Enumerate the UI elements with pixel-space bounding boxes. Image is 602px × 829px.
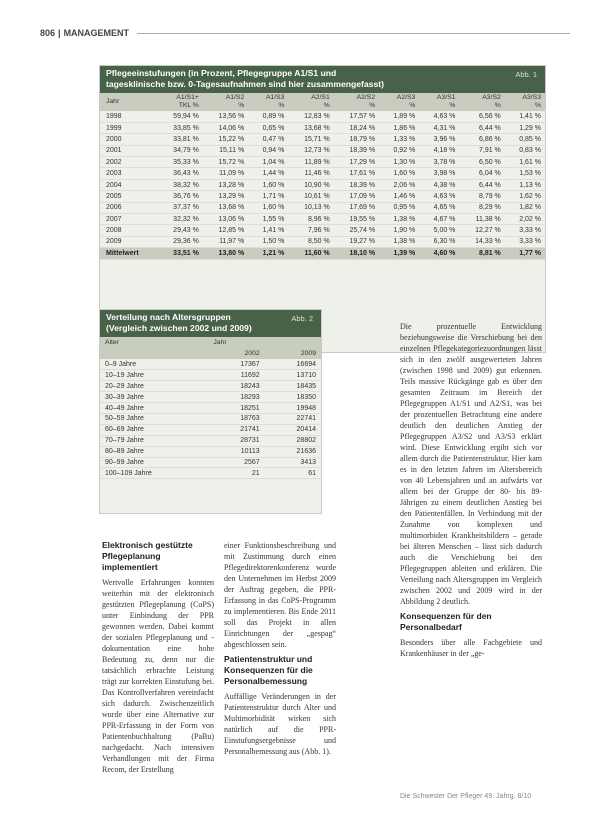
table-cell: 2000 — [100, 134, 157, 145]
table-row — [100, 157, 545, 168]
paragraph: Die prozentuelle Entwicklung beziehungsweise die Verschiebung bei den einzelnen Pflegekategoriezuordnungen lässt sich in den zwölf ausgewerteten Jahren (zwischen 1998 und 2009) gut erkennen. Teils massive Rückgänge gab es über den gesamten Zeitraum im Bereich der Pflegegruppen A1/S1 und A2/S1, was bei der prozentuellen Betrachtung eine andere deutlich den deutlichen Anstieg der Pflegegruppen A3/S2 und A3/S3 erklärt wird. Diese Entwicklung ergibt sich vor allem durch die Patientenstruktur. Hier kam es in den letzten Jahren im Altersbereich von 40 Lebensjahren und an aufwärts vor allem bei der Gruppe der 80- bis 89-Jährigen zu einem deutlichen Anstieg bei den Patientenfällen. In Verbindung mit der Zunahme von komplexen und multimorbiden Krankheitsbildern – gerade bei älteren Menschen – lässt sich dadurch auch die Verschiebung bei den Pflegegruppen ableiten und erklären. Die Verteilung nach Altersgruppen im Vergleich zwischen 2002 und 2009 wird in der Abbildung 2 deutlich. — [400, 322, 542, 606]
table-cell: 8,96 % — [288, 214, 333, 225]
table-cell: 19948 — [265, 403, 321, 414]
table1-figure-label: Abb. 1 — [515, 70, 537, 79]
table-cell: 1,50 % — [248, 236, 288, 247]
table-cell: 21636 — [265, 446, 321, 457]
table-cell: 33,85 % — [157, 122, 202, 133]
table-cell: 1,71 % — [248, 191, 288, 202]
table-cell: 14,33 % — [459, 236, 504, 247]
table-row — [100, 168, 545, 179]
mean-cell: 4,60 % — [419, 248, 459, 259]
table-row — [100, 392, 321, 403]
table-cell: 1,82 % — [505, 202, 545, 213]
table-cell: 16694 — [265, 359, 321, 370]
table-cell: 6,56 % — [459, 111, 504, 122]
table-cell: 18243 — [208, 381, 264, 392]
table-cell: 6,44 % — [459, 122, 504, 133]
table-cell: 7,96 % — [288, 225, 333, 236]
table-row — [100, 468, 321, 479]
table-cell: 12,83 % — [288, 111, 333, 122]
table-cell: 1,55 % — [248, 214, 288, 225]
table-cell: 1,33 % — [379, 134, 419, 145]
table-cell: 20414 — [265, 424, 321, 435]
table-cell: 2001 — [100, 145, 157, 156]
table-cell: 0,94 % — [248, 145, 288, 156]
table2-header-jahr: Jahr — [208, 337, 321, 348]
table-cell: 18763 — [208, 413, 264, 424]
table2-grid — [100, 337, 321, 479]
table-cell: 13,29 % — [203, 191, 248, 202]
table-cell: 13,68 % — [288, 122, 333, 133]
table-row — [100, 457, 321, 468]
table-cell: 36,43 % — [157, 168, 202, 179]
table-cell: 18350 — [265, 392, 321, 403]
table-cell: 17,29 % — [334, 157, 379, 168]
table-cell: 70–79 Jahre — [100, 435, 208, 446]
table-cell: 0–9 Jahre — [100, 359, 208, 370]
table-cell: 1998 — [100, 111, 157, 122]
table-row — [100, 370, 321, 381]
table-cell: 17,57 % — [334, 111, 379, 122]
table-cell: 21741 — [208, 424, 264, 435]
table1-column-header: A3/S1 % — [419, 93, 459, 111]
table1-column-header: A1/S2 % — [203, 93, 248, 111]
table-cell: 18,39 % — [334, 145, 379, 156]
table-cell: 61 — [265, 468, 321, 479]
table-cell: 80–89 Jahre — [100, 446, 208, 457]
table-cell: 13710 — [265, 370, 321, 381]
table-row — [100, 424, 321, 435]
table-cell: 13,68 % — [203, 202, 248, 213]
table-cell: 2005 — [100, 191, 157, 202]
table-row — [100, 403, 321, 414]
table-row — [100, 179, 545, 190]
table-cell: 32,32 % — [157, 214, 202, 225]
table1-grid — [100, 93, 545, 260]
table-cell: 18435 — [265, 381, 321, 392]
table-cell: 1,30 % — [379, 157, 419, 168]
table-cell: 1,41 % — [248, 225, 288, 236]
table-cell: 4,67 % — [419, 214, 459, 225]
table-cell: 1,60 % — [379, 168, 419, 179]
table-cell: 22741 — [265, 413, 321, 424]
table-cell: 4,38 % — [419, 179, 459, 190]
table-cell: 4,63 % — [419, 111, 459, 122]
mean-cell: Mittelwert — [100, 248, 157, 259]
table-cell: 0,85 % — [505, 134, 545, 145]
table-cell: 2006 — [100, 202, 157, 213]
table-row — [100, 435, 321, 446]
text-column-2 — [224, 540, 336, 761]
table-cell: 50–59 Jahre — [100, 413, 208, 424]
table-cell: 29,43 % — [157, 225, 202, 236]
table-cell: 15,22 % — [203, 134, 248, 145]
table-cell: 30–39 Jahre — [100, 392, 208, 403]
table-cell: 0,47 % — [248, 134, 288, 145]
table-cell: 13,28 % — [203, 179, 248, 190]
table-cell: 1,53 % — [505, 168, 545, 179]
table-cell: 8,50 % — [288, 236, 333, 247]
table-cell: 3,98 % — [419, 168, 459, 179]
table-cell: 59,94 % — [157, 111, 202, 122]
table-cell: 28731 — [208, 435, 264, 446]
table-cell: 17367 — [208, 359, 264, 370]
table-cell: 18,79 % — [334, 134, 379, 145]
table-cell: 15,72 % — [203, 157, 248, 168]
table-cell: 2008 — [100, 225, 157, 236]
table-cell: 1,86 % — [379, 122, 419, 133]
table-cell: 6,30 % — [419, 236, 459, 247]
header-rule — [137, 33, 570, 34]
table-cell: 13,06 % — [203, 214, 248, 225]
table2-header-year: 2002 — [208, 348, 264, 359]
table-cell: 4,65 % — [419, 202, 459, 213]
table-cell: 0,89 % — [248, 111, 288, 122]
table-row — [100, 446, 321, 457]
table-cell: 15,11 % — [203, 145, 248, 156]
table-cell: 1,60 % — [248, 179, 288, 190]
heading-patientenstruktur: Patientenstruktur und Konsequenzen für die Personalbemessung — [224, 654, 313, 686]
table-cell: 8,79 % — [459, 191, 504, 202]
table-cell: 1,90 % — [379, 225, 419, 236]
table2-figure-label: Abb. 2 — [291, 314, 313, 323]
table-cell: 1,38 % — [379, 214, 419, 225]
table-row — [100, 202, 545, 213]
table-cell: 3,78 % — [419, 157, 459, 168]
table-row — [100, 122, 545, 133]
paragraph: Wertvolle Erfahrungen konnten weiterhin mit der elektronisch gestützten Pflegeplanung (CoPS) unter Einbindung der PPR gewonnen werden. Dabei kommt der sozialen Pflegeplanung und -dokumentation eine hohe Bedeutung zu, denn nur die tatsächlich erbrachte Leistung trägt zur korrekten Einstufung bei. Das Kontrollverfahren vereinfacht sich dadurch. Zwischenzeitlich wurde über eine Alternative zur PPR-Erfassung in der Form von Patientenbuchhaltung (PaBu) nachgedacht. Nach intensiven Verhandlungen mit der Firma Recom, der Erstellung — [102, 578, 214, 774]
table-cell: 33,81 % — [157, 134, 202, 145]
table-cell: 90–99 Jahre — [100, 457, 208, 468]
table-cell: 4,63 % — [419, 191, 459, 202]
table2-title: Verteilung nach Altersgruppen (Vergleich zwischen 2002 und 2009) Abb. 2 — [100, 310, 321, 337]
table-row — [100, 145, 545, 156]
table1-column-header: A1/S1+ TKL % — [157, 93, 202, 111]
table-cell: 1,04 % — [248, 157, 288, 168]
paragraph: Besonders über alle Fachgebiete und Krankenhäuser in der „ge- — [400, 638, 542, 658]
table-cell: 20–29 Jahre — [100, 381, 208, 392]
page-number: 806 — [40, 28, 56, 38]
table-cell: 19,27 % — [334, 236, 379, 247]
table1-column-header: A2/S1 % — [288, 93, 333, 111]
table-cell: 28802 — [265, 435, 321, 446]
table-cell: 11,09 % — [203, 168, 248, 179]
table-cell: 1,89 % — [379, 111, 419, 122]
table-cell: 18293 — [208, 392, 264, 403]
table1-column-header: A1/S3 % — [248, 93, 288, 111]
table1-title: Pflegeeinstufungen (in Prozent, Pflegegruppe A1/S1 und tagesklinische bzw. 0-Tagesaufnahmen sind hier zusammengefasst) Abb. 1 — [100, 66, 545, 93]
heading-pflegeplanung: Elektronisch gestützte Pflegeplanung implementiert — [102, 540, 193, 572]
table-cell: 6,44 % — [459, 179, 504, 190]
mean-cell: 18,10 % — [334, 248, 379, 259]
table-cell: 1,60 % — [248, 202, 288, 213]
table-cell: 0,95 % — [379, 202, 419, 213]
table-cell: 2009 — [100, 236, 157, 247]
mean-cell: 1,77 % — [505, 248, 545, 259]
table-cell: 1,41 % — [505, 111, 545, 122]
page-header: 806 | MANAGEMENT — [40, 26, 570, 40]
table-cell: 3,96 % — [419, 134, 459, 145]
table-cell: 2567 — [208, 457, 264, 468]
table-cell: 11,46 % — [288, 168, 333, 179]
table-cell: 17,61 % — [334, 168, 379, 179]
table-cell: 1,13 % — [505, 179, 545, 190]
paragraph: Auffällige Veränderungen in der Patientenstruktur durch Alter und Multimorbidität wirken sich natürlich auf die PPR-Einstufungsergebnisse und Personalbemessung aus (Abb. 1). — [224, 692, 336, 756]
table-cell: 2002 — [100, 157, 157, 168]
table-cell: 1,44 % — [248, 168, 288, 179]
table-cell: 10,90 % — [288, 179, 333, 190]
table-cell: 60–69 Jahre — [100, 424, 208, 435]
table-cell: 11,38 % — [459, 214, 504, 225]
table-cell: 7,91 % — [459, 145, 504, 156]
table-cell: 3413 — [265, 457, 321, 468]
table1-column-header: A3/S2 % — [459, 93, 504, 111]
table-cell: 1,38 % — [379, 236, 419, 247]
table2-header-year: 2009 — [265, 348, 321, 359]
table-cell: 19,55 % — [334, 214, 379, 225]
table-cell: 34,79 % — [157, 145, 202, 156]
table-cell: 35,33 % — [157, 157, 202, 168]
table-cell: 18,24 % — [334, 122, 379, 133]
table-cell: 11692 — [208, 370, 264, 381]
table-cell: 6,50 % — [459, 157, 504, 168]
table-cell: 0,92 % — [379, 145, 419, 156]
table1-column-header: A2/S2 % — [334, 93, 379, 111]
table-cell: 10,13 % — [288, 202, 333, 213]
table-cell: 12,27 % — [459, 225, 504, 236]
table2-header-alter: Alter — [100, 337, 208, 348]
mean-cell: 1,21 % — [248, 248, 288, 259]
table-row — [100, 111, 545, 122]
table-cell: 2003 — [100, 168, 157, 179]
table-row — [100, 413, 321, 424]
table-cell: 0,65 % — [248, 122, 288, 133]
table-row — [100, 134, 545, 145]
table-cell: 37,37 % — [157, 202, 202, 213]
table-cell: 10–19 Jahre — [100, 370, 208, 381]
table-cell: 12,73 % — [288, 145, 333, 156]
text-column-1 — [102, 540, 214, 779]
table-cell: 14,06 % — [203, 122, 248, 133]
table-cell: 5,00 % — [419, 225, 459, 236]
table-altersgruppen — [99, 309, 322, 514]
table-cell: 2004 — [100, 179, 157, 190]
table1-column-header: A3/S3 % — [505, 93, 545, 111]
table1-column-header: Jahr — [100, 93, 157, 111]
table-cell: 13,56 % — [203, 111, 248, 122]
table-row — [100, 236, 545, 247]
mean-row — [100, 248, 545, 259]
table-cell: 4,18 % — [419, 145, 459, 156]
page-footer: Die Schwester Der Pfleger 49. Jahrg. 8/10 — [400, 793, 532, 800]
table-cell: 8,29 % — [459, 202, 504, 213]
table-cell: 1,29 % — [505, 122, 545, 133]
table-cell: 1,61 % — [505, 157, 545, 168]
table-cell: 11,97 % — [203, 236, 248, 247]
table-cell: 1,62 % — [505, 191, 545, 202]
table-cell: 1,46 % — [379, 191, 419, 202]
table-cell: 0,83 % — [505, 145, 545, 156]
text-column-3 — [400, 321, 542, 663]
table-cell: 2,02 % — [505, 214, 545, 225]
heading-personalbedarf: Konsequenzen für den Personalbedarf — [400, 611, 492, 632]
table-cell: 25,74 % — [334, 225, 379, 236]
table-cell: 12,85 % — [203, 225, 248, 236]
table-cell: 11,89 % — [288, 157, 333, 168]
table-cell: 3,33 % — [505, 236, 545, 247]
table-cell: 21 — [208, 468, 264, 479]
table-cell: 100–109 Jahre — [100, 468, 208, 479]
mean-cell: 33,51 % — [157, 248, 202, 259]
table-cell: 18251 — [208, 403, 264, 414]
table-cell: 1999 — [100, 122, 157, 133]
table-cell: 17,69 % — [334, 202, 379, 213]
mean-cell: 11,60 % — [288, 248, 333, 259]
mean-cell: 8,81 % — [459, 248, 504, 259]
table-row — [100, 225, 545, 236]
paragraph: einer Funktionsbeschreibung und mit Zustimmung durch einen Pflegedirektorenkonferenz wurde den Unternehmen im Herbst 2009 der Auftrag gegeben, die PPR-Erfassung in das CoPS-Programm zu implementieren. Bis Ende 2011 soll das Projekt in allen Einrichtungen der „gespag“ abgeschlossen sein. — [224, 541, 336, 649]
table-cell: 40–49 Jahre — [100, 403, 208, 414]
table-row — [100, 191, 545, 202]
table-cell: 2,06 % — [379, 179, 419, 190]
table1-column-header: A2/S3 % — [379, 93, 419, 111]
table-cell: 10,61 % — [288, 191, 333, 202]
table-row — [100, 214, 545, 225]
table-cell: 38,32 % — [157, 179, 202, 190]
table-cell: 6,04 % — [459, 168, 504, 179]
table-cell: 18,39 % — [334, 179, 379, 190]
table-cell: 3,33 % — [505, 225, 545, 236]
table-cell: 29,36 % — [157, 236, 202, 247]
table-row — [100, 359, 321, 370]
table-cell: 2007 — [100, 214, 157, 225]
table-cell: 17,09 % — [334, 191, 379, 202]
section-title: MANAGEMENT — [63, 28, 130, 38]
table-cell: 15,71 % — [288, 134, 333, 145]
mean-cell: 1,39 % — [379, 248, 419, 259]
table-cell: 10113 — [208, 446, 264, 457]
mean-cell: 13,80 % — [203, 248, 248, 259]
table-row — [100, 381, 321, 392]
table-cell: 4,31 % — [419, 122, 459, 133]
table-cell: 36,76 % — [157, 191, 202, 202]
table-cell: 6,86 % — [459, 134, 504, 145]
